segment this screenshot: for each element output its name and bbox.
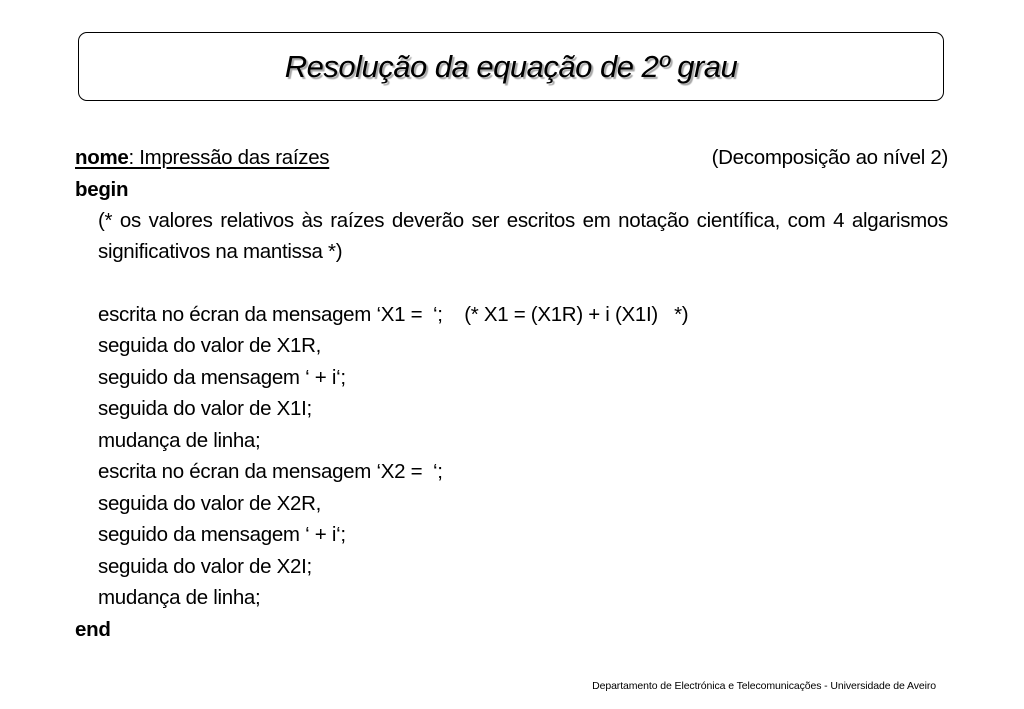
code-statement: seguido da mensagem ‘ + i‘; bbox=[98, 365, 346, 389]
title-box bbox=[78, 32, 944, 101]
code-statement: seguida do valor de X2R, bbox=[98, 491, 322, 515]
code-body bbox=[75, 205, 948, 614]
code-statement: seguida do valor de X1I; bbox=[98, 397, 312, 420]
end-keyword: end bbox=[75, 617, 111, 641]
procedure-name bbox=[75, 142, 329, 174]
code-comment: (* os valores relativos às raízes deverão ser escritos em notação científica, com 4 algarismos significativos na mantissa *) bbox=[98, 209, 948, 263]
blank-line bbox=[98, 267, 948, 299]
name-label: nome bbox=[75, 146, 129, 169]
code-statement: seguido da mensagem ‘ + i‘; bbox=[98, 523, 346, 546]
code-statement: escrita no écran da mensagem ‘X1 = ‘; (* X1 = (X1R) + i (X1I) *) bbox=[98, 302, 689, 326]
footer-department: Departamento de Electrónica e Telecomunicações - Universidade de Aveiro bbox=[592, 680, 936, 692]
code-statement: seguida do valor de X2I; bbox=[98, 554, 312, 578]
slide-content bbox=[75, 142, 948, 645]
begin-keyword: begin bbox=[75, 177, 129, 201]
code-statement: mudança de linha; bbox=[98, 586, 261, 609]
header-row bbox=[75, 142, 948, 174]
name-text: : Impressão das raízes bbox=[128, 146, 330, 169]
code-statement: escrita no écran da mensagem ‘X2 = ‘; bbox=[98, 460, 443, 483]
code-statement: seguida do valor de X1R, bbox=[98, 334, 322, 357]
decomposition-level: (Decomposição ao nível 2) bbox=[711, 146, 948, 169]
code-statement: mudança de linha; bbox=[98, 428, 261, 452]
slide-title: Resolução da equação de 2º grau bbox=[284, 48, 738, 84]
